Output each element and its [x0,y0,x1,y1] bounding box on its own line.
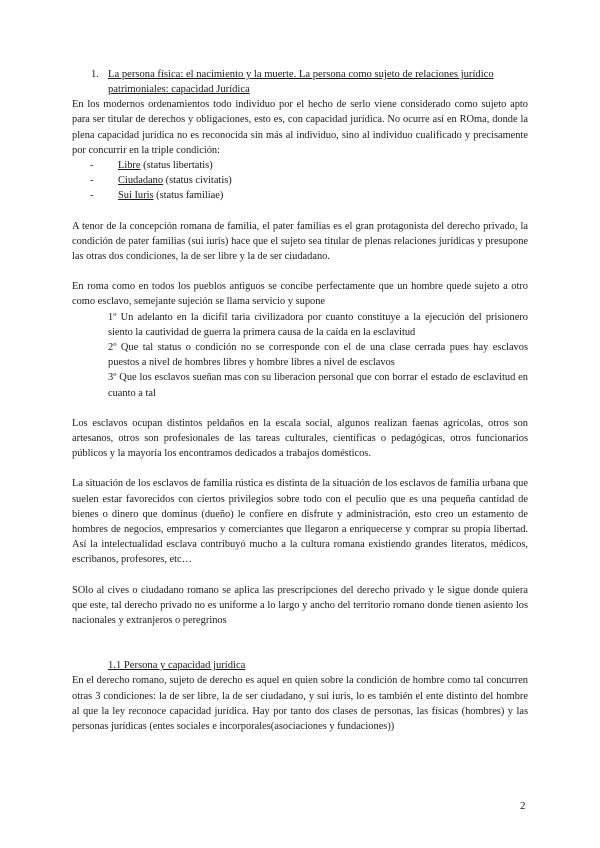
numbered-point-3: 3º Que los esclavos sueñan mas con su liberacion personal que con borrar el estado de esclavitud en cuanto a tal [108,372,528,399]
document-page [72,68,528,734]
paragraph-slave-roles: Los esclavos ocupan distintos peldaños en la escala social, algunos realizan faenas agrícolas, otros son artesanos, otros son profesionales de las tareas culturales, científicas o pedagógicas, otros funcionarios públicos y la mayoría los encontramos dedicados a trabajos domésticos. [72,417,528,460]
paragraph-pater-familias: A tenor de la concepción romana de familia, el pater familias es el gran protagonista del derecho privado, la condición de pater familias (sui iuris) hace que el sujeto sea titular de plenas relaciones jurídicas y presupone las otras dos condiciones, la de ser libre y la de ser ciudadano. [72,220,528,263]
list-detail: (status civitatis) [163,175,232,187]
paragraph-rustic-urban: La situación de los esclavos de familia rústica es distinta de la situación de los esclavos de familia urbana que suelen estar favorecidos con ciertos privilegios sobre todo con el peculio que es una pequeña cantidad de bienes o dinero que dominus (dueño) le confiere en disfrute y administración, esto creo un estamento de hombres de negocios, empresarios y comerciantes que llegaron a enriquecerse y comprar su propia libertad. Así la intelectualidad esclava contribuyó mucho a la cultura romana existiendo grandes literatos, médicos, escribanos, profesores, etc… [72,478,528,566]
list-dash: - [90,190,94,202]
list-term: Ciudadano [118,175,164,187]
list-dash: - [90,175,94,187]
page-number: 2 [520,800,526,812]
paragraph-capacity: En los modernos ordenamientos todo individuo por el hecho de serlo viene considerado como sujeto apto para ser titular de derechos y obligaciones, esto es, con capacidad jurídica. No ocurre así en ROma, donde la plena capacidad jurídica no es reconocida sin más al individuo, sino al individuo cualificado y precisamente por concurrir en la triple condición: [72,99,528,156]
list-detail: (status familiae) [153,190,224,202]
paragraph-subject-of-law: En el derecho romano, sujeto de derecho es aquel en quien sobre la condición de hombre como tal concurren otras 3 condiciones: la de ser libre, la de ser ciudadano, y sui iuris, lo es también el ente distinto del hombre al que la ley reconoce capacidad jurídica. Hay por tanto dos clases de personas, las físicas (hombres) y las personas jurídicas (entes sociales e incorporales(asociaciones y fundaciones)) [72,675,528,733]
numbered-point-1: 1º Un adelanto en la dicifil taria civilizadora por cuanto constituye a la ejecución del prisionero siento la cautividad de guerra la primera causa de la caída en la esclavitud [108,311,528,338]
list-term: Sui Iuris [118,190,154,202]
subsection-heading: 1.1 Persona y capacidad jurídica [108,660,246,672]
paragraph-slavery: En roma como en todos los pueblos antiguos se concibe perfectamente que un hombre quede sujeto a otro como esclavo, semejante sujeción se llama servicio y supone [72,281,528,308]
list-item [72,188,528,203]
list-item [72,158,528,173]
section-heading [72,68,528,97]
section-number: 1. [91,69,99,80]
list-dash: - [90,160,94,171]
numbered-point-2: 2º Que tal status o condición no se corresponde con el de una clase cerrada pues hay esclavos puestos a nivel de hombres libres y hombre libres a nivel de esclavos [108,342,528,369]
paragraph-cives: SOlo al cives o ciudadano romano se aplica las prescripciones del derecho privado y le sigue donde quiera que este, tal derecho privado no es uniforme a lo largo y ancho del territorio romano donde tienen asiento los nacionales y extranjeros o peregrinos [72,584,528,627]
list-detail: (status libertatis) [140,160,213,171]
section-heading-text: La persona física: el nacimiento y la muerte. La persona como sujeto de relaciones jurídico patrimoniales: capacidad Jurídica [108,69,494,95]
list-item [72,173,528,188]
conditions-list [72,158,528,204]
list-term: Libre [118,160,141,171]
